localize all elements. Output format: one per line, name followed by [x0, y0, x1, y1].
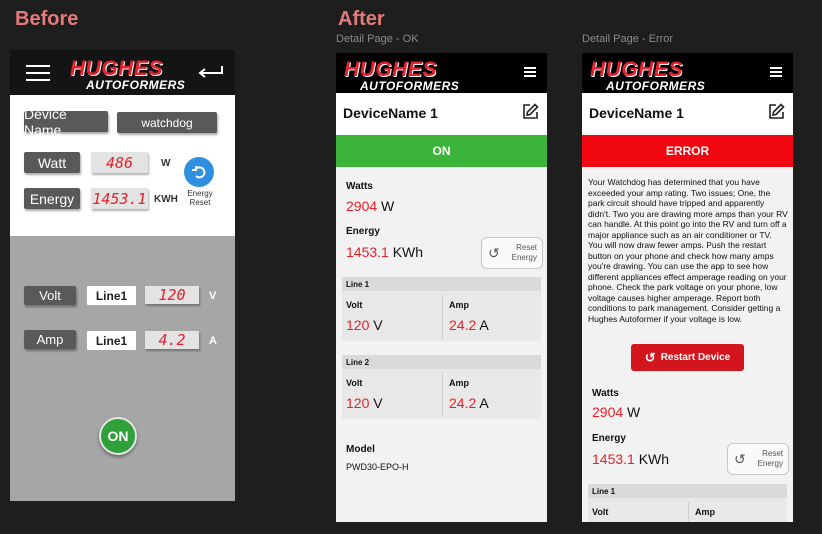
menu-icon[interactable] — [524, 67, 536, 77]
watts-unit: W — [627, 404, 641, 420]
ok-frame-label: Detail Page - OK — [336, 33, 419, 45]
volt-line-selector[interactable]: Line1 — [87, 286, 136, 305]
error-frame-label: Detail Page - Error — [582, 33, 674, 45]
energy-value: 1453.1 — [92, 189, 147, 208]
volt-unit: V — [209, 290, 217, 302]
line2-volt-label: Volt — [346, 378, 363, 388]
watt-value: 486 — [91, 152, 148, 173]
watts-label: Watts — [592, 388, 619, 399]
error-header — [582, 53, 793, 93]
watts-value: 2904 — [346, 198, 378, 214]
status-text: ERROR — [665, 144, 710, 158]
energy-reading — [592, 451, 669, 467]
line1-divider — [442, 295, 443, 339]
error-message: Your Watchdog has determined that you have exceeded your amp rating. Two issues; One, the park circuit should have tripped and apparently didn't. Two you are drawing more amps than your RV can handle. At this point go into the RV and turn off a major appliance such as an air conditioner or TV. You will now draw fewer amps. Push the restart button on your phone and check how many amps you're drawing. You can use the app to see how different appliances effect amperage reading on your phone. Check the park voltage on your phone, low voltage causes higher amperage. Report both conditions to park management. Consider getting a Hughes Autoformer if your voltage is low. — [588, 177, 788, 324]
device-name-bar — [582, 93, 793, 135]
watts-label: Watts — [346, 181, 373, 192]
energy-unit: KWH — [154, 194, 178, 205]
restart-icon: ↺ — [644, 349, 656, 365]
restart-device-button[interactable]: ↺ Restart Device — [631, 344, 744, 371]
line1-header: Line 1 — [342, 277, 541, 291]
energy-reset-label: Energy Reset — [187, 189, 213, 207]
reset-icon: ↺ — [488, 245, 500, 261]
detail-page-ok — [336, 53, 547, 522]
reset-energy-button[interactable]: ↺ Reset Energy — [727, 443, 789, 475]
energy-reset-button[interactable] — [184, 157, 214, 187]
before-header — [10, 50, 235, 95]
device-name-label: Device Name — [24, 111, 108, 132]
line1-amp-label: Amp — [695, 507, 715, 517]
watts-value: 2904 — [592, 404, 624, 420]
reset-icon: ↺ — [734, 451, 746, 467]
after-title: After — [338, 8, 385, 30]
line1-volt-label: Volt — [592, 507, 609, 517]
energy-label: Energy — [346, 226, 380, 237]
edit-icon[interactable] — [768, 103, 785, 120]
energy-label: Energy — [24, 188, 80, 209]
watts-unit: W — [381, 198, 395, 214]
model-value: PWD30-EPO-H — [346, 462, 409, 472]
status-banner — [336, 135, 547, 167]
watt-unit: W — [161, 158, 171, 169]
line1-amp-label: Amp — [449, 300, 469, 310]
device-name-field[interactable]: watchdog — [117, 112, 217, 133]
hughes-logo: HUGHES AUTOFORMERS — [590, 58, 706, 93]
before-screen — [10, 50, 235, 501]
back-arrow-icon[interactable] — [198, 65, 224, 79]
reset-icon — [191, 164, 207, 180]
status-text: ON — [432, 144, 451, 158]
line2-volt-reading: 120 V — [346, 395, 383, 411]
amp-value: 4.2 — [145, 331, 199, 349]
before-title: Before — [15, 8, 79, 30]
line2-amp-reading: 24.2 A — [449, 395, 489, 411]
ok-header — [336, 53, 547, 93]
energy-reading — [346, 244, 423, 260]
amp-unit: A — [209, 335, 217, 347]
energy-unit: KWh — [392, 244, 424, 260]
hughes-logo: HUGHES AUTOFORMERS — [344, 58, 460, 93]
energy-unit: KWh — [638, 451, 670, 467]
line1-header: Line 1 — [588, 484, 787, 498]
device-name-bar — [336, 93, 547, 135]
hamburger-menu-icon[interactable] — [26, 65, 50, 81]
menu-icon[interactable] — [770, 67, 782, 77]
energy-value: 1453.1 — [346, 244, 389, 260]
energy-value: 1453.1 — [592, 451, 635, 467]
status-banner — [582, 135, 793, 167]
volt-label: Volt — [24, 286, 76, 305]
power-on-button[interactable]: ON — [99, 417, 137, 455]
line2-amp-label: Amp — [449, 378, 469, 388]
volt-value: 120 — [145, 286, 199, 304]
amp-label: Amp — [24, 330, 76, 349]
model-label: Model — [346, 444, 375, 455]
edit-icon[interactable] — [522, 103, 539, 120]
device-name: DeviceName 1 — [589, 105, 684, 121]
watts-reading — [592, 404, 640, 420]
line1-divider — [688, 502, 689, 522]
amp-line-selector[interactable]: Line1 — [87, 331, 136, 350]
line1-amp-reading: 24.2 A — [449, 317, 489, 333]
line2-header: Line 2 — [342, 355, 541, 369]
detail-page-error — [582, 53, 793, 522]
hughes-logo: HUGHES AUTOFORMERS — [70, 57, 186, 92]
watts-reading — [346, 198, 394, 214]
energy-label: Energy — [592, 433, 626, 444]
line1-volt-label: Volt — [346, 300, 363, 310]
reset-energy-button[interactable]: ↺ Reset Energy — [481, 237, 543, 269]
line1-volt-reading: 120 V — [346, 317, 383, 333]
line2-divider — [442, 373, 443, 417]
device-name: DeviceName 1 — [343, 105, 438, 121]
watt-label: Watt — [24, 152, 80, 173]
